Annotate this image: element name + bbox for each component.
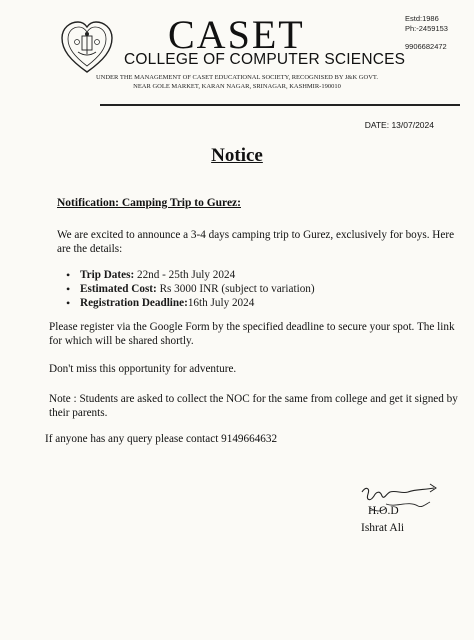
college-logo-icon [58,18,116,76]
notification-title: Notification: Camping Trip to Gurez: [57,197,241,209]
list-item [66,282,315,296]
register-paragraph: Please register via the Google Form by the specified deadline to secure your spot. The link for which will be shared shortly. [49,321,455,347]
header-divider [100,104,460,106]
adventure-paragraph: Don't miss this opportunity for adventure. [49,363,237,375]
details-list [66,268,315,310]
noc-paragraph: Note : Students are asked to collect the NOC for the same from college and get it signed by their parents. [49,393,458,419]
mobile-number: 9906682472 [405,42,447,51]
signatory-name: Ishrat Ali [361,522,405,534]
detail-value: Rs 3000 INR (subject to variation) [156,283,315,295]
address-line: NEAR GOLE MARKET, KARAN NAGAR, SRINAGAR, KASHMIR-190010 [133,83,341,90]
detail-label: Estimated Cost: [80,283,157,295]
intro-paragraph: We are excited to announce a 3-4 days camping trip to Gurez, exclusively for boys. Here are the details: [57,229,455,255]
list-item [66,268,315,282]
list-item [66,296,315,310]
signatory-title: H.O.D [368,505,399,517]
college-subtitle: COLLEGE OF COMPUTER SCIENCES [124,51,406,68]
detail-value: 22nd - 25th July 2024 [134,269,236,281]
phone-number: Ph:-2459153 [405,24,448,33]
established-year: Estd:1986 [405,14,439,23]
detail-value: 16th July 2024 [187,297,255,309]
management-line: UNDER THE MANAGEMENT OF CASET EDUCATIONAL SOCIETY, RECOGNISED BY J&K GOVT. [95,74,379,81]
college-name: CASET [168,12,305,57]
detail-label: Trip Dates: [80,269,135,281]
notice-date: DATE: 13/07/2024 [364,120,434,130]
notice-title: Notice [211,145,263,166]
query-paragraph: If anyone has any query please contact 9149664632 [45,433,278,445]
detail-label: Registration Deadline: [80,297,188,309]
contact-info [405,14,448,52]
